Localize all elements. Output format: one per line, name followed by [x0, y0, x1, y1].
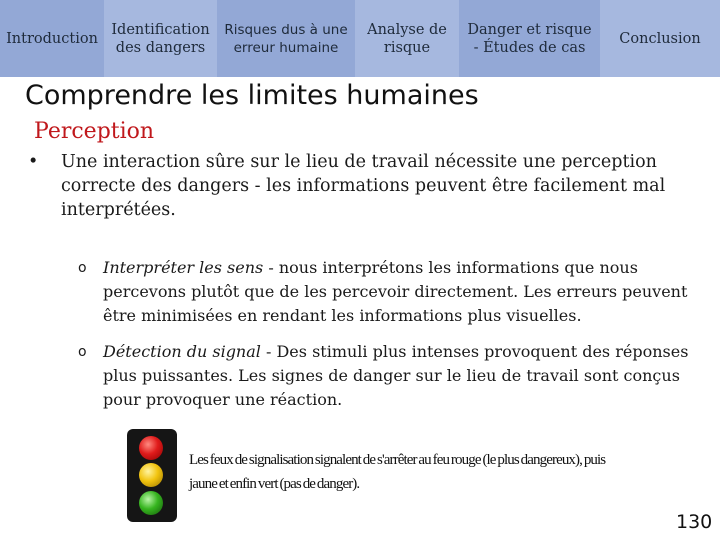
- sub-bullet-body: - Des stimuli plus intenses provoquent des réponses plus puissantes. Les signes de danger sur le lieu de travail sont conçus pour provoquer une réaction.: [103, 342, 689, 409]
- section-title: Perception: [34, 119, 155, 144]
- sub-bullet-text: [103, 256, 693, 328]
- tab-label: des dangers: [115, 39, 206, 56]
- sub-bullet-body: - nous interprétons les informations que nous percevons plutôt que de les percevoir directement. Les erreurs peuvent être minimisées en rendant les informations plus visuelles.: [103, 258, 688, 325]
- tab-identification-des-dangers[interactable]: [104, 0, 217, 77]
- sub-bullet-term: Détection du signal: [103, 342, 261, 361]
- tab-label: Risques dus à une: [224, 21, 348, 38]
- sub-bullet-marker: o: [78, 344, 87, 360]
- tab-conclusion[interactable]: [600, 0, 720, 77]
- sub-bullet-text: [103, 340, 693, 412]
- main-bullet-text: Une interaction sûre sur le lieu de travail nécessite une perception correcte des dangers - les informations peuvent être facilement mal interprétées.: [61, 152, 666, 220]
- tab-label: - Études de cas: [473, 39, 586, 56]
- green-lamp: [139, 491, 163, 515]
- traffic-light-caption: Les feux de signalisation signalent de s'arrêter au feu rouge (le plus dangereux), puis jaune et enfin vert (pas de danger).: [189, 452, 606, 492]
- tab-label: Analyse de: [367, 21, 447, 38]
- tab-risques-erreur-humaine[interactable]: [217, 0, 355, 77]
- sub-bullet-marker: o: [78, 260, 87, 276]
- traffic-light-icon: [127, 429, 177, 522]
- sub-bullet-term: Interpréter les sens: [103, 258, 264, 277]
- tab-label: risque: [383, 39, 431, 56]
- tab-analyse-de-risque[interactable]: [355, 0, 459, 77]
- bullet-marker: •: [28, 152, 39, 172]
- navigation-bar: [0, 0, 720, 77]
- tab-introduction[interactable]: [0, 0, 104, 77]
- tab-label: Identification: [111, 21, 210, 38]
- tab-label: Conclusion: [619, 30, 701, 47]
- tab-label: erreur humaine: [233, 39, 339, 56]
- red-lamp: [139, 436, 163, 460]
- tab-danger-et-risque-etudes-de-cas[interactable]: [459, 0, 600, 77]
- tab-label: Introduction: [6, 30, 98, 47]
- tab-label: Danger et risque: [467, 21, 592, 38]
- yellow-lamp: [139, 463, 163, 487]
- page-number: 130: [676, 511, 713, 533]
- slide-title: Comprendre les limites humaines: [25, 80, 479, 111]
